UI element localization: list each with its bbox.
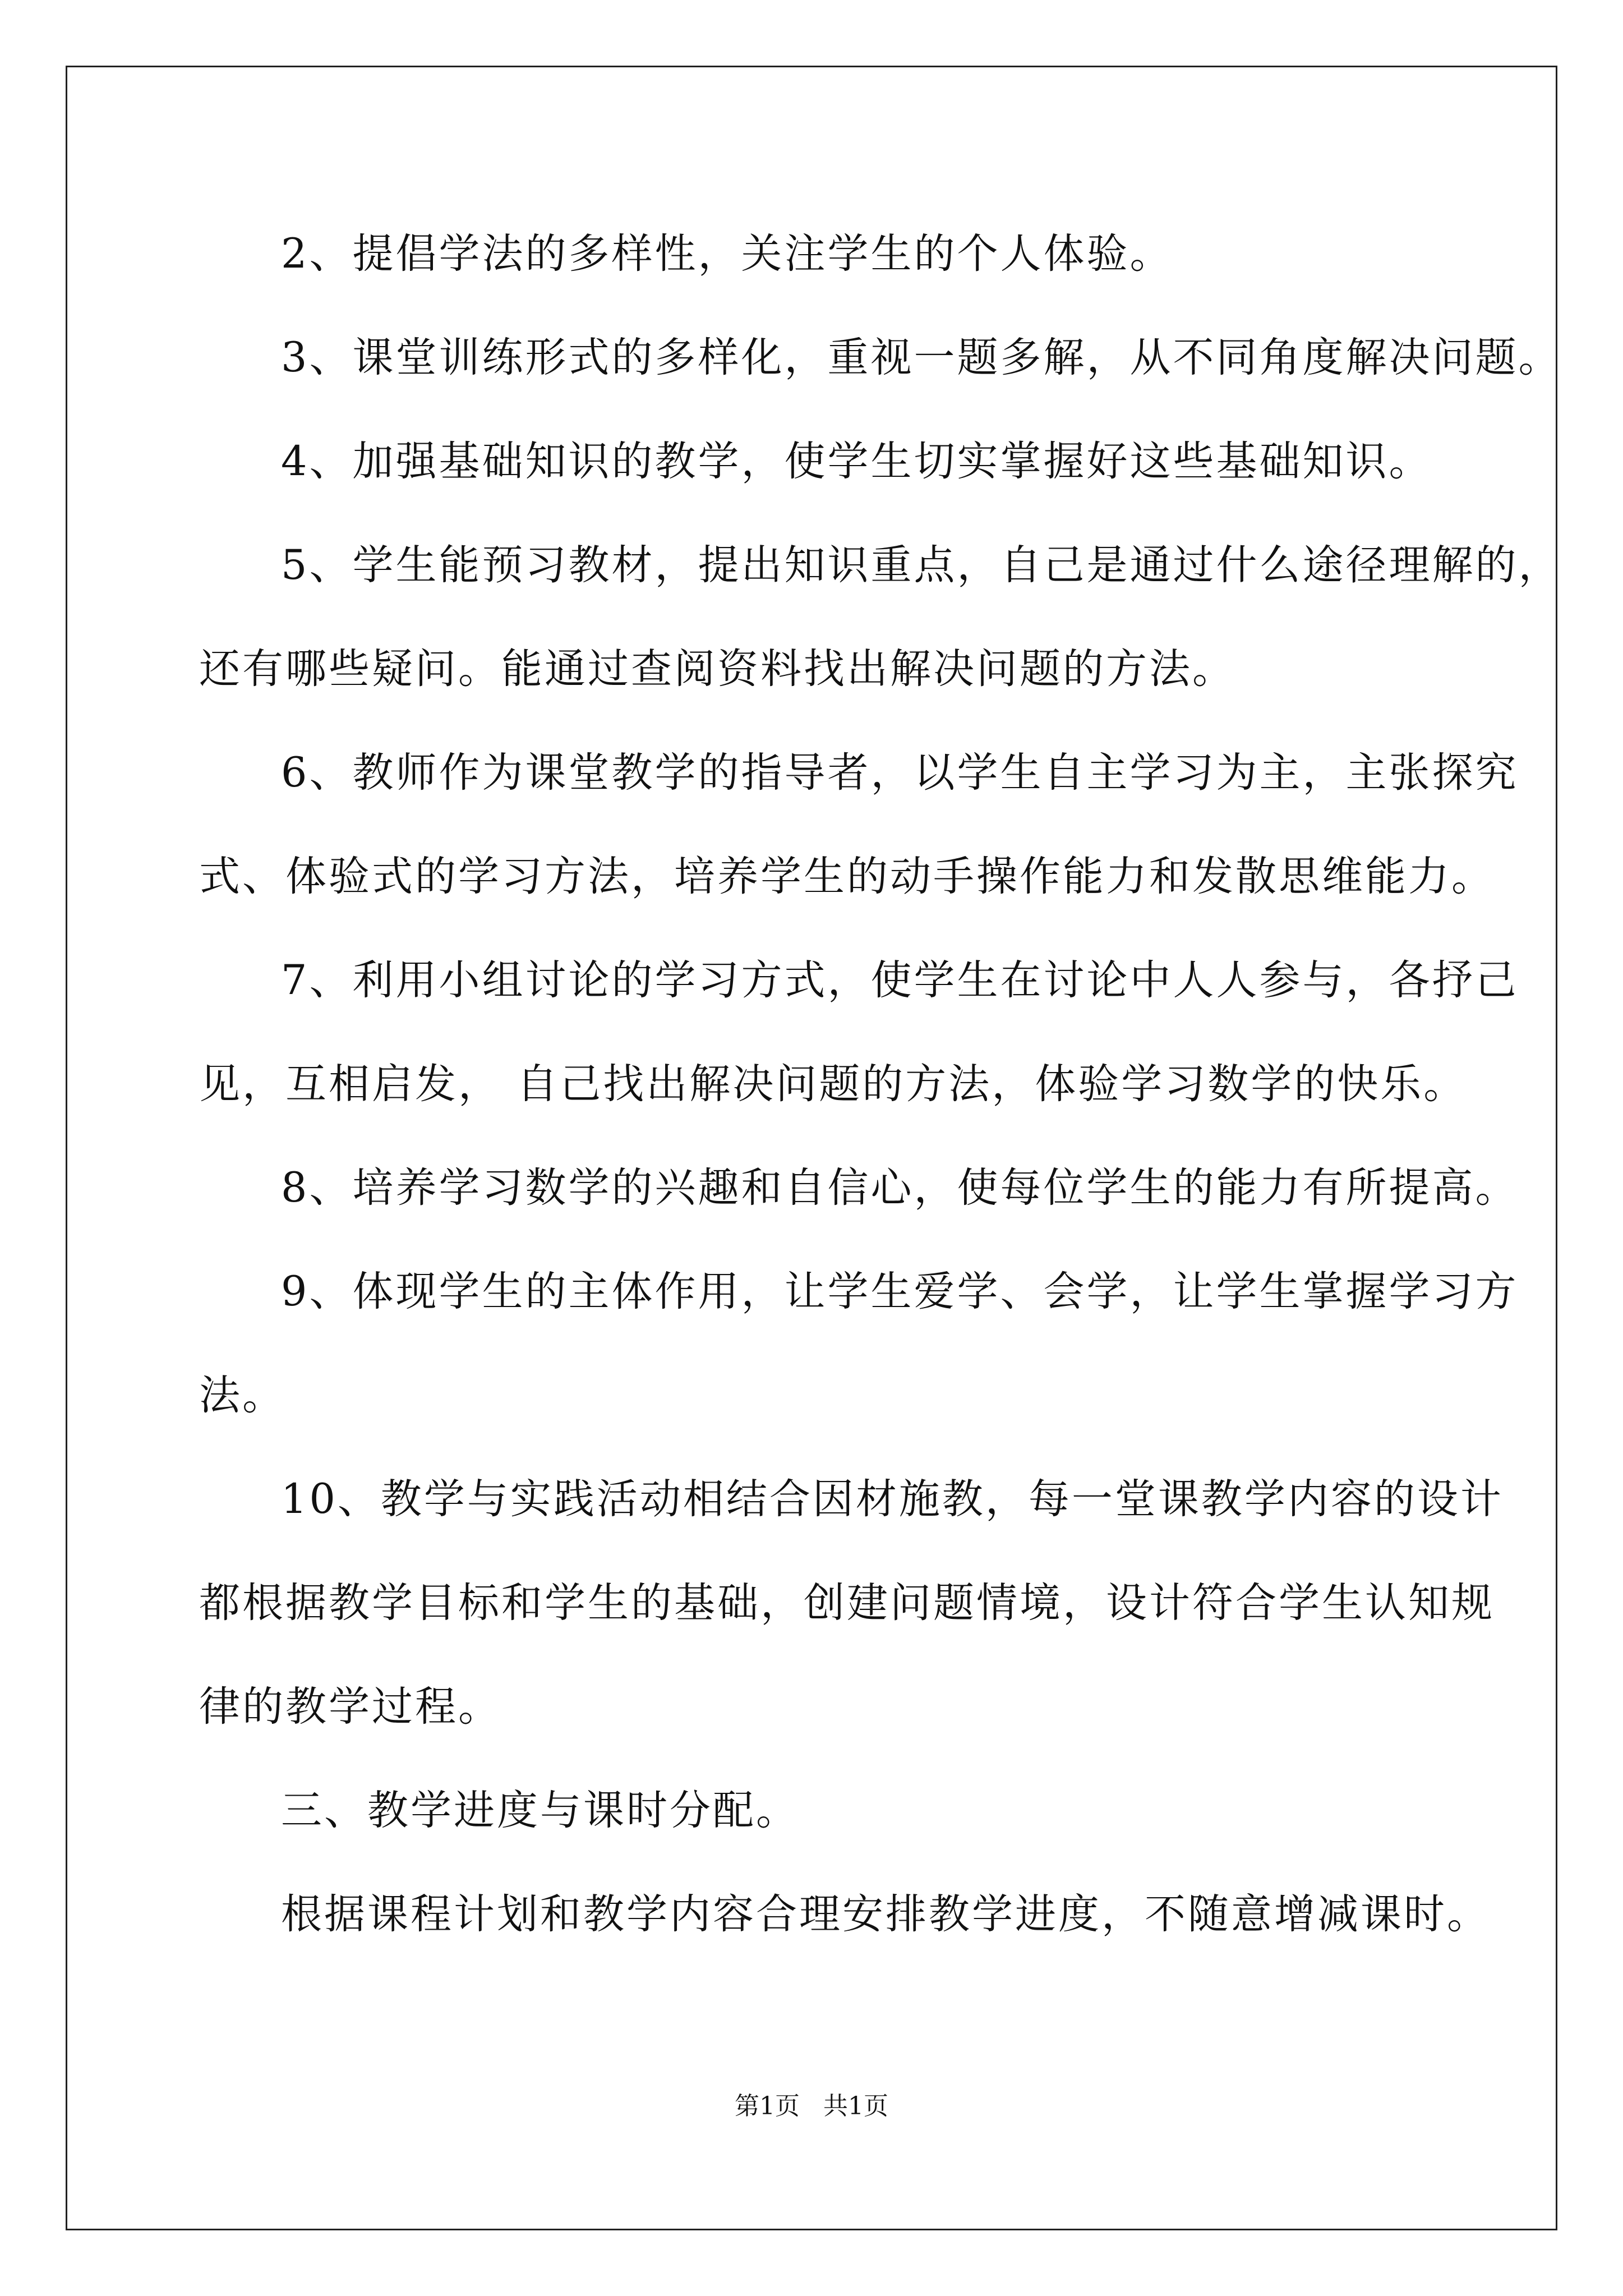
paragraph-line-first: 5、学生能预习教材，提出知识重点，自己是通过什么途径理解的， (281, 541, 1562, 589)
paragraph-line-continued: 见，互相启发， 自己找出解决问题的方法，体验学习数学的快乐。 (199, 1060, 1467, 1108)
paragraph-line-first: 根据课程计划和教学内容合理安排教学进度，不随意增减课时。 (281, 1890, 1490, 1938)
paragraph-line-first: 7、利用小组讨论的学习方式，使学生在讨论中人人参与，各抒己 (281, 956, 1519, 1004)
paragraph-line-continued: 都根据教学目标和学生的基础，创建问题情境，设计符合学生认知规 (199, 1579, 1495, 1627)
paragraph-line-first: 6、教师作为课堂教学的指导者，以学生自主学习为主，主张探究 (281, 749, 1519, 797)
paragraph-line-continued: 律的教学过程。 (199, 1683, 501, 1731)
paragraph-line-first: 2、提倡学法的多样性，关注学生的个人体验。 (281, 230, 1173, 278)
paragraph-line-first: 三、教学进度与课时分配。 (281, 1787, 799, 1834)
paragraph-line-continued: 式、体验式的学习方法，培养学生的动手操作能力和发散思维能力。 (199, 853, 1495, 900)
paragraph-line-first: 10、教学与实践活动相结合因材施教，每一堂课教学内容的设计 (281, 1475, 1504, 1523)
page-footer: 第1页 共1页 (735, 2092, 888, 2120)
paragraph-line-first: 9、体现学生的主体作用，让学生爱学、会学，让学生掌握学习方 (281, 1268, 1519, 1315)
paragraph-line-first: 8、培养学习数学的兴趣和自信心，使每位学生的能力有所提高。 (281, 1164, 1519, 1212)
document-body (199, 202, 1562, 1966)
paragraph-line-continued: 还有哪些疑问。能通过查阅资料找出解决问题的方法。 (199, 645, 1235, 693)
paragraph-line-first: 3、课堂训练形式的多样化，重视一题多解，从不同角度解决问题。 (281, 334, 1562, 381)
paragraph-line-continued: 法。 (199, 1372, 285, 1419)
paragraph-line-first: 4、加强基础知识的教学，使学生切实掌握好这些基础知识。 (281, 438, 1432, 485)
